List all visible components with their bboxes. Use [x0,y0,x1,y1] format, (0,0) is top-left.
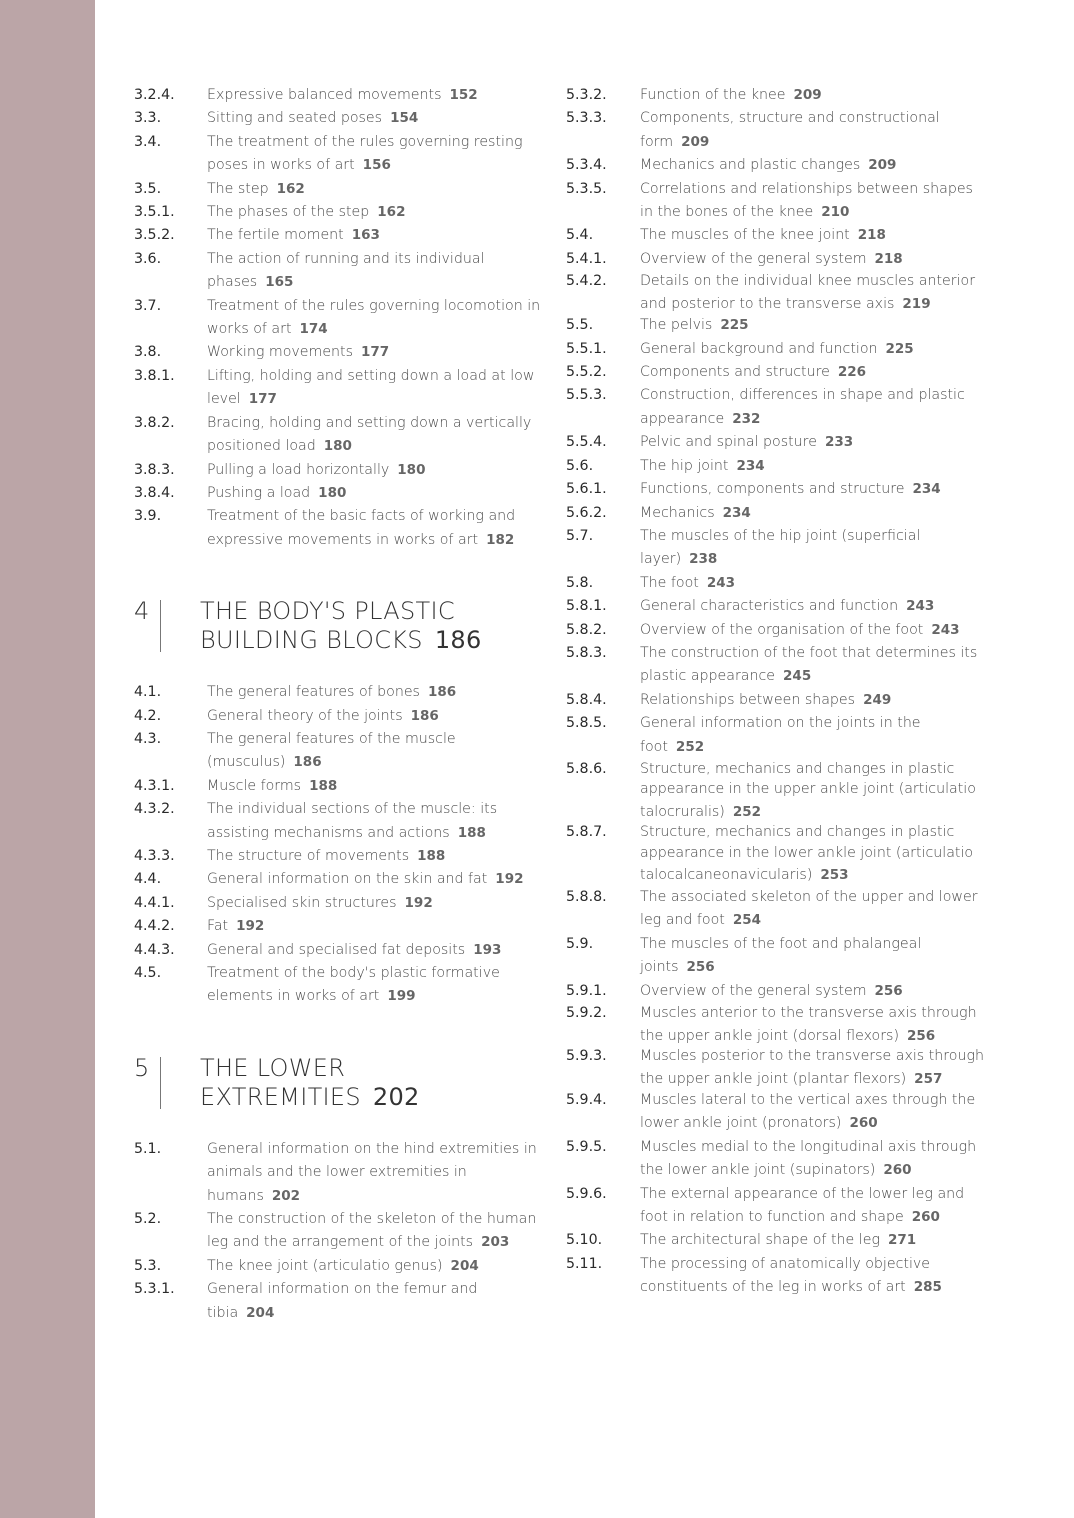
toc-entry [134,681,544,704]
toc-entry [566,759,986,823]
entry-page: 232 [732,410,761,427]
entry-page: 271 [887,1232,917,1249]
entry-title: The muscles of the hip joint (superficial layer) [640,527,921,568]
entry-page: 218 [874,250,903,267]
entry-title: Bracing, holding and setting down a vertically positioned load [207,414,532,455]
entry-page: 202 [271,1187,301,1204]
toc-group-chapter5 [134,1138,544,1325]
toc-entry [134,459,544,482]
toc-entry [134,84,544,107]
entry-title: The foot [640,574,699,591]
entry-number: 5.3.1. [134,1281,175,1298]
toc-left-column [134,84,544,1325]
entry-page: 234 [722,504,751,521]
entry-number: 4.4.1. [134,894,175,911]
entry-title: Relationships between shapes [640,691,856,708]
entry-page: 210 [821,204,850,221]
toc-entry [134,107,544,130]
entry-page: 192 [495,871,524,888]
entry-number: 4.1. [134,684,162,701]
entry-page: 234 [912,481,941,498]
toc-entry [566,361,986,384]
entry-title: General information on the femur and tibia [207,1281,478,1321]
toc-entry [566,455,986,478]
entry-number: 5.6. [566,457,594,474]
toc-entry [566,595,986,618]
entry-title: General characteristics and function [640,598,899,615]
entry-page: 180 [318,484,347,501]
chapter-page: 186 [434,626,482,655]
entry-page: 203 [481,1234,510,1251]
entry-number: 4.2. [134,707,162,724]
entry-title: The pelvis [640,317,713,334]
entry-page: 225 [720,317,749,334]
toc-entry [134,798,544,845]
entry-number: 3.5.1. [134,204,175,221]
entry-number: 4.3.3. [134,847,175,864]
entry-number: 5.3.3. [566,110,607,127]
entry-number: 4.3.1. [134,777,175,794]
entry-page: 252 [675,738,705,755]
entry-title: The associated skeleton of the upper and lower leg and foot [640,888,978,929]
entry-number: 4.4. [134,871,162,888]
toc-entry [566,1183,986,1230]
entry-page: 254 [732,912,762,929]
entry-number: 5.5.1. [566,340,607,357]
toc-entry [566,980,986,1003]
entry-page: 245 [783,668,812,685]
toc-entry [134,705,544,728]
entry-title: Correlations and relationships between shapes in the bones of the knee [640,180,973,221]
toc-entry [134,939,544,962]
entry-page: 238 [689,551,718,568]
entry-number: 5.9.2. [566,1005,607,1021]
entry-number: 3.8. [134,344,162,361]
entry-page: 252 [732,803,762,820]
toc-entry [566,502,986,525]
entry-number: 4.5. [134,965,162,981]
entry-number: 5.8.4. [566,691,607,708]
toc-entry [566,224,986,247]
entry-page: 174 [299,321,328,338]
entry-page: 218 [857,227,886,244]
entry-title: The individual sections of the muscle: its assisting mechanisms and actions [207,801,498,841]
entry-title: Overview of the organisation of the foot [640,621,924,638]
entry-number: 4.3.2. [134,801,175,818]
chapter-title-line2: BUILDING BLOCKS [200,626,423,655]
toc-entry [566,271,986,314]
entry-title: The knee joint (articulatio genus) [207,1257,443,1274]
toc-entry [134,412,544,459]
entry-page: 249 [863,691,892,708]
toc-entry [566,84,986,107]
entry-title: Specialised skin structures [207,894,397,911]
entry-number: 5.8.8. [566,888,607,905]
toc-entry [566,314,986,337]
chapter-heading-4 [134,597,544,655]
entry-page: 204 [450,1257,479,1274]
entry-title: Overview of the general system [640,250,867,267]
chapter-title-line1: THE BODY'S PLASTIC [200,597,455,626]
toc-entry [134,892,544,915]
entry-number: 5.1. [134,1140,162,1157]
toc-entry [566,822,986,886]
entry-title: Mechanics [640,504,715,521]
chapter-heading-5 [134,1054,544,1112]
entry-number: 3.8.4. [134,484,175,501]
toc-entry [134,131,544,178]
chapter-page: 202 [372,1082,420,1111]
toc-entry [134,775,544,798]
entry-number: 5.9.3. [566,1048,607,1064]
entry-number: 5.11. [566,1255,603,1272]
toc-entry [134,1138,544,1208]
entry-number: 5.5. [566,317,594,334]
entry-page: 188 [457,824,486,841]
entry-page: 188 [417,847,446,864]
entry-page: 257 [914,1070,943,1087]
entry-title: The step [207,180,269,197]
toc-entry [134,1255,544,1278]
entry-page: 177 [361,344,390,361]
entry-page: 226 [837,364,867,381]
entry-title: The muscles of the knee joint [640,227,850,244]
entry-title: Fat [207,918,229,935]
entry-number: 5.6.1. [566,481,607,498]
entry-page: 260 [911,1209,940,1226]
toc-entry [134,365,544,412]
entry-number: 5.8.1. [566,598,607,615]
entry-number: 3.5.2. [134,227,175,244]
entry-number: 5.9.1. [566,982,607,999]
entry-page: 256 [686,959,715,976]
entry-number: 3.8.3. [134,461,175,478]
toc-entry [134,1208,544,1255]
chapter-title-line2: EXTREMITIES [200,1082,361,1111]
toc-entry [566,1046,986,1089]
entry-number: 5.3. [134,1257,162,1274]
toc-entry [134,1278,544,1325]
entry-number: 5.8.6. [566,760,607,777]
entry-title: General information on the hind extremities in animals and the lower extremities in humans [207,1140,537,1204]
entry-number: 5.4. [566,227,594,244]
entry-number: 5.9. [566,935,594,952]
entry-page: 260 [849,1115,878,1132]
entry-title: The processing of anatomically objective constituents of the leg in works of art [640,1255,931,1296]
entry-number: 4.3. [134,730,162,747]
entry-number: 5.8.7. [566,824,607,841]
entry-title: Treatment of the body's plastic formative elements in works of art [207,965,500,1005]
entry-number: 5.5.4. [566,434,607,451]
entry-number: 5.4.1. [566,250,607,267]
entry-page: 162 [276,180,305,197]
entry-page: 256 [906,1027,936,1044]
entry-title: Structure, mechanics and changes in plastic appearance in the lower ankle joint (articulatio talocalcaneonavicularis) [640,824,974,884]
entry-title: Components and structure [640,364,830,381]
entry-title: Working movements [207,344,354,361]
chapter-number: 4 [134,597,150,626]
entry-title: Muscles lateral to the vertical axes through the lower ankle joint (pronators) [640,1092,976,1132]
entry-page: 180 [397,461,426,478]
entry-page: 177 [248,391,277,408]
toc-entry [566,338,986,361]
toc-entry [566,619,986,642]
toc-entry [566,642,986,689]
entry-page: 182 [486,531,515,548]
entry-number: 5.8. [566,574,594,591]
entry-number: 5.8.3. [566,644,607,661]
entry-title: The architectural shape of the leg [640,1232,880,1249]
toc-entry [566,933,986,980]
entry-title: Construction, differences in shape and plastic appearance [640,387,965,427]
entry-page: 209 [868,157,897,174]
entry-title: Muscles posterior to the transverse axis through the upper ankle joint (plantar flexors) [640,1048,984,1087]
entry-page: 186 [410,707,439,724]
entry-page: 204 [246,1304,275,1321]
entry-title: The construction of the foot that determines its plastic appearance [640,644,978,685]
toc-entry [566,478,986,501]
entry-page: 243 [931,621,960,638]
toc-entry [566,1253,986,1300]
toc-entry [566,107,986,154]
entry-number: 5.10. [566,1232,603,1249]
entry-page: 163 [351,227,380,244]
entry-number: 3.6. [134,250,162,267]
entry-page: 180 [323,438,352,455]
toc-entry [566,154,986,177]
entry-page: 186 [293,754,322,771]
entry-number: 5.7. [566,527,594,544]
entry-title: General information on the joints in the foot [640,715,921,755]
entry-page: 243 [906,598,935,615]
toc-entry [134,728,544,775]
toc-entry [566,248,986,271]
toc-entry [566,886,986,933]
entry-title: Pushing a load [207,484,311,501]
entry-page: 154 [390,110,419,127]
entry-title: The general features of the muscle (musculus) [207,730,456,771]
toc-entry [566,1003,986,1046]
entry-page: 162 [377,204,406,221]
toc-entry [134,962,544,1009]
entry-title: General background and function [640,340,878,357]
entry-number: 5.8.5. [566,715,607,732]
entry-number: 5.5.3. [566,387,607,404]
entry-title: Details on the individual knee muscles anterior and posterior to the transverse axis [640,273,976,312]
entry-number: 3.5. [134,180,162,197]
entry-number: 5.9.6. [566,1185,607,1202]
entry-number: 5.5.2. [566,364,607,381]
entry-title: General information on the skin and fat [207,871,488,888]
entry-title: General and specialised fat deposits [207,941,466,958]
entry-page: 192 [404,894,433,911]
entry-page: 233 [824,434,854,451]
toc-entry [566,431,986,454]
entry-title: The construction of the skeleton of the human leg and the arrangement of the joints [207,1211,537,1251]
entry-number: 3.9. [134,508,162,525]
toc-entry [566,572,986,595]
entry-title: The fertile moment [207,227,344,244]
toc-entry [134,845,544,868]
entry-number: 3.4. [134,133,162,150]
entry-title: Structure, mechanics and changes in plastic appearance in the upper ankle joint (articulatio talocruralis) [640,760,976,820]
entry-number: 5.8.2. [566,621,607,638]
entry-title: Muscle forms [207,777,302,794]
entry-title: Function of the knee [640,87,786,103]
entry-title: Muscles medial to the longitudinal axis through the lower ankle joint (supinators) [640,1138,977,1179]
entry-page: 209 [793,87,822,103]
entry-page: 152 [449,87,478,103]
toc-entry [566,525,986,572]
entry-page: 156 [362,157,391,174]
entry-page: 209 [681,133,710,150]
entry-title: Functions, components and structure [640,481,905,498]
toc-group-chapter3 [134,84,544,552]
chapter-title-line1: THE LOWER [200,1053,346,1082]
entry-number: 4.4.3. [134,941,175,958]
entry-title: Components, structure and constructional form [640,110,940,150]
chapter-divider [160,600,161,652]
entry-number: 5.3.2. [566,87,607,103]
entry-title: Sitting and seated poses [207,110,383,127]
entry-page: 193 [473,941,502,958]
toc-entry [134,915,544,938]
entry-title: The treatment of the rules governing resting poses in works of art [207,133,523,174]
entry-number: 3.8.2. [134,414,175,431]
entry-page: 243 [706,574,736,591]
entry-title: Pelvic and spinal posture [640,434,817,451]
entry-number: 3.8.1. [134,367,175,384]
toc-entry [134,482,544,505]
entry-title: The muscles of the foot and phalangeal joints [640,935,922,976]
toc-entry [134,341,544,364]
toc-entry [566,689,986,712]
toc-entry [134,224,544,247]
entry-page: 186 [427,684,457,701]
chapter-title [200,597,482,655]
entry-page: 165 [265,274,294,291]
entry-page: 285 [913,1279,942,1296]
toc-entry [134,295,544,342]
entry-title: The external appearance of the lower leg and foot in relation to function and shape [640,1185,965,1226]
entry-title: General theory of the joints [207,707,403,724]
chapter-number: 5 [134,1053,150,1082]
entry-number: 3.7. [134,297,162,314]
entry-page: 256 [874,982,903,999]
toc-entry [134,201,544,224]
entry-number: 4.4.2. [134,918,175,935]
toc-right-column [566,84,986,1300]
entry-title: The hip joint [640,457,729,474]
toc-group-chapter4 [134,681,544,1009]
entry-page: 260 [883,1162,912,1179]
entry-title: Expressive balanced movements [207,87,442,103]
entry-number: 5.3.5. [566,180,607,197]
entry-title: The structure of movements [207,847,410,864]
toc-entry [566,1229,986,1252]
toc-entry [566,178,986,225]
entry-title: Mechanics and plastic changes [640,157,861,174]
chapter-divider [160,1057,161,1109]
entry-title: The action of running and its individual phases [207,250,485,291]
entry-page: 225 [885,340,914,357]
toc-entry [566,1136,986,1183]
entry-page: 253 [820,867,849,884]
entry-title: Lifting, holding and setting down a load at low level [207,367,535,408]
toc-entry [134,178,544,201]
entry-number: 5.4.2. [566,273,607,290]
entry-number: 5.3.4. [566,157,607,174]
toc-entry [134,248,544,295]
entry-title: Treatment of the basic facts of working and expressive movements in works of art [207,508,516,548]
entry-page: 199 [387,988,416,1005]
entry-number: 3.2.4. [134,87,175,103]
toc-entry [566,1089,986,1136]
chapter-title [200,1054,420,1112]
toc-entry [566,712,986,759]
entry-number: 3.3. [134,110,162,127]
toc-entry [566,384,986,431]
entry-number: 5.6.2. [566,504,607,521]
entry-page: 219 [902,295,931,312]
toc-entry [134,505,544,552]
entry-title: Overview of the general system [640,982,867,999]
sidebar-band [0,0,95,1518]
entry-number: 5.2. [134,1211,162,1228]
entry-number: 5.9.4. [566,1092,607,1108]
entry-title: The general features of bones [207,684,420,701]
toc-entry [134,868,544,891]
entry-title: Treatment of the rules governing locomotion in works of art [207,297,541,338]
entry-page: 234 [736,457,765,474]
entry-page: 192 [236,918,265,935]
entry-number: 5.9.5. [566,1138,607,1155]
entry-title: Muscles anterior to the transverse axis through the upper ankle joint (dorsal flexors) [640,1005,977,1044]
entry-title: Pulling a load horizontally [207,461,390,478]
entry-title: The phases of the step [207,204,370,221]
entry-page: 188 [309,777,338,794]
